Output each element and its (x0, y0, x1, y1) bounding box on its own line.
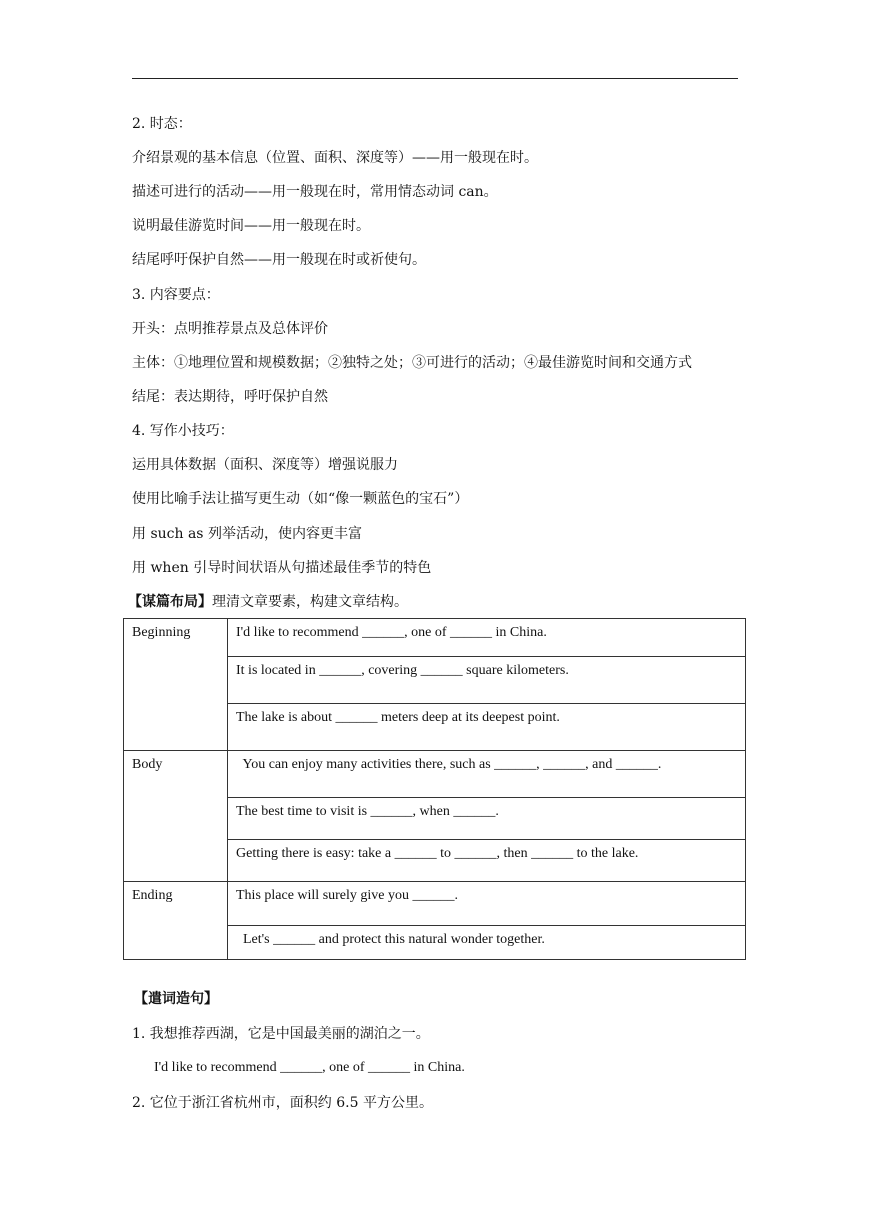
table-row: The best time to visit is ______, when ______. (228, 798, 745, 840)
tense-item: 说明最佳游览时间——用一般现在时。 (132, 218, 370, 234)
table-row: Let's ______ and protect this natural wonder together. (236, 932, 545, 947)
table-row: You can enjoy many activities there, such as ______, ______, and ______. (228, 751, 745, 798)
tips-item: 用 when 引导时间状语从句描述最佳季节的特色 (132, 560, 432, 576)
sentence-section-title: 【遣词造句】 (134, 991, 218, 1007)
table-row: It is located in ______, covering ______ square kilometers. (228, 657, 745, 704)
content-item: 结尾：表达期待，呼吁保护自然 (132, 389, 328, 405)
content-item: 主体：①地理位置和规模数据；②独特之处；③可进行的活动；④最佳游览时间和交通方式 (132, 355, 692, 371)
tense-item: 介绍景观的基本信息（位置、面积、深度等）——用一般现在时。 (132, 150, 538, 166)
sentence-section-heading (134, 990, 218, 1008)
table-row: I'd like to recommend ______, one of ______ in China. (228, 619, 745, 657)
tips-item: 用 such as 列举活动，使内容更丰富 (132, 526, 362, 542)
sentence-item-en: I'd like to recommend ______, one of ______ in China. (154, 1060, 465, 1075)
section-label: Ending (124, 882, 228, 960)
sentence-item-cn: 2. 它位于浙江省杭州市，面积约 6.5 平方公里。 (132, 1095, 433, 1111)
tips-item: 运用具体数据（面积、深度等）增强说服力 (132, 457, 398, 473)
table-section-ending (124, 882, 746, 960)
section-rows (228, 619, 746, 751)
sentence-item-cn: 1. 我想推荐西湖，它是中国最美丽的湖泊之一。 (132, 1026, 430, 1042)
section-rows (228, 882, 746, 960)
section-rows (228, 751, 746, 882)
table-row: The lake is about ______ meters deep at its deepest point. (236, 710, 560, 725)
table-section-body (124, 751, 746, 882)
section-label: Body (124, 751, 228, 882)
layout-section-title: 【谋篇布局】 (128, 594, 212, 610)
table-section-beginning (124, 619, 746, 751)
tense-item: 结尾呼吁保护自然——用一般现在时或祈使句。 (132, 252, 426, 268)
header-rule (132, 78, 738, 79)
layout-section-heading (128, 593, 408, 611)
tense-heading: 2. 时态： (132, 116, 192, 132)
tense-item: 描述可进行的活动——用一般现在时，常用情态动词 can。 (132, 184, 498, 200)
tips-item: 使用比喻手法让描写更生动（如“像一颗蓝色的宝石”） (132, 491, 469, 507)
table-row: Getting there is easy: take a ______ to ______, then ______ to the lake. (236, 846, 639, 861)
table-row: This place will surely give you ______. (228, 882, 745, 926)
content-heading: 3. 内容要点： (132, 287, 220, 303)
section-label: Beginning (124, 619, 228, 751)
tips-heading: 4. 写作小技巧： (132, 423, 234, 439)
layout-section-subtitle: 理清文章要素，构建文章结构。 (212, 594, 408, 610)
content-item: 开头：点明推荐景点及总体评价 (132, 321, 328, 337)
structure-table (123, 618, 746, 960)
